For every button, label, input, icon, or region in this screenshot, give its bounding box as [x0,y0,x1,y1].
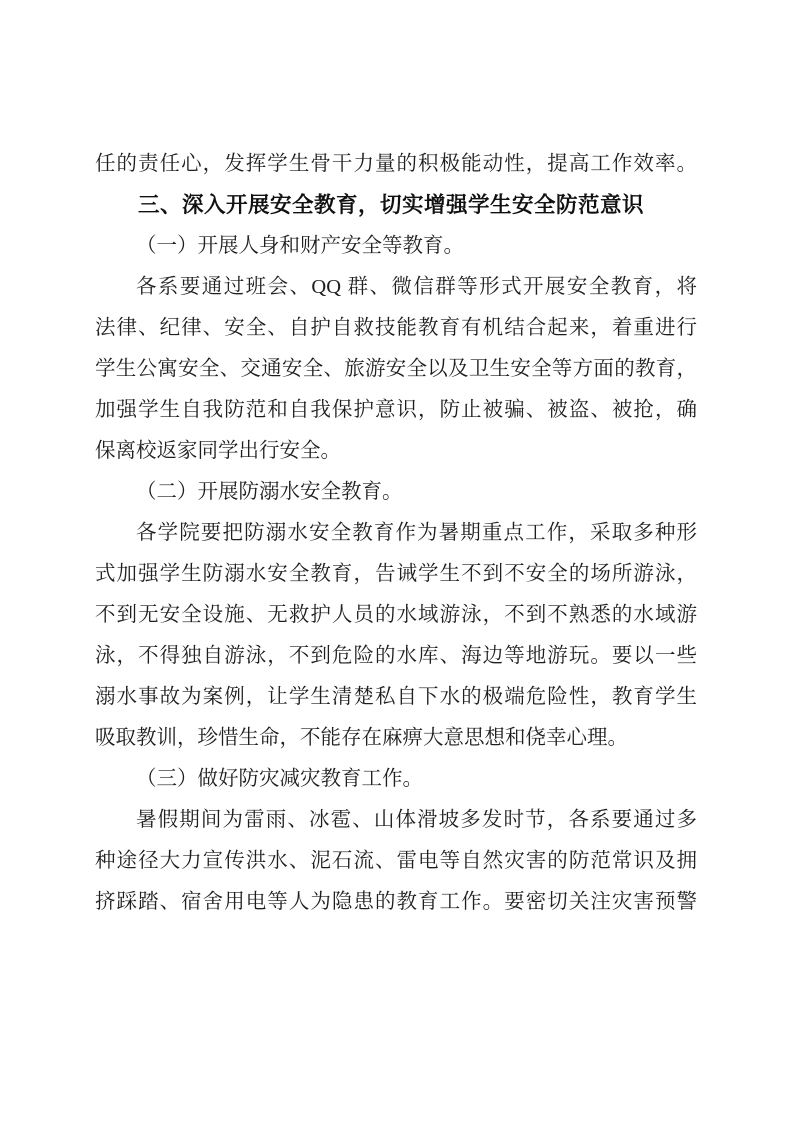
text-line: （一）开展人身和财产安全等教育。 [136,235,464,257]
text-line: 各系要通过班会、QQ 群、微信群等形式开展安全教育，将 [136,276,697,298]
text-line: 溺水事故为案例，让学生清楚私自下水的极端危险性，教育学生 [95,686,697,708]
text-line: 各学院要把防溺水安全教育作为暑期重点工作，采取多种形 [136,522,697,544]
text-line: 式加强学生防溺水安全教育，告诫学生不到不安全的场所游泳， [95,563,697,585]
text-line: 泳，不得独自游泳，不到危险的水库、海边等地游玩。要以一些 [95,645,697,667]
text-line: 暑假期间为雷雨、冰雹、山体滑坡多发时节，各系要通过多 [136,809,697,831]
text-line: 法律、纪律、安全、自护自救技能教育有机结合起来，着重进行 [95,317,697,339]
text-line: 挤踩踏、宿舍用电等人为隐患的教育工作。要密切关注灾害预警 [95,891,697,913]
text-line: 吸取教训，珍惜生命，不能存在麻痹大意思想和侥幸心理。 [95,727,628,749]
text-line: 学生公寓安全、交通安全、旅游安全以及卫生安全等方面的教育， [95,358,697,380]
text-line: 保离校返家同学出行安全。 [95,440,341,462]
document-body [95,144,697,923]
text-line: （二）开展防溺水安全教育。 [136,481,403,503]
text-line: 种途径大力宣传洪水、泥石流、雷电等自然灾害的防范常识及拥 [95,850,697,872]
text-line: 加强学生自我防范和自我保护意识，防止被骗、被盗、被抢，确 [95,399,697,421]
text-line: 不到无安全设施、无救护人员的水域游泳，不到不熟悉的水域游 [95,604,697,626]
text-line: （三）做好防灾减灾教育工作。 [136,768,423,790]
section-heading: 三、深入开展安全教育，切实增强学生安全防范意识 [138,193,645,217]
text-line: 任的责任心，发挥学生骨干力量的积极能动性，提高工作效率。 [95,153,697,175]
